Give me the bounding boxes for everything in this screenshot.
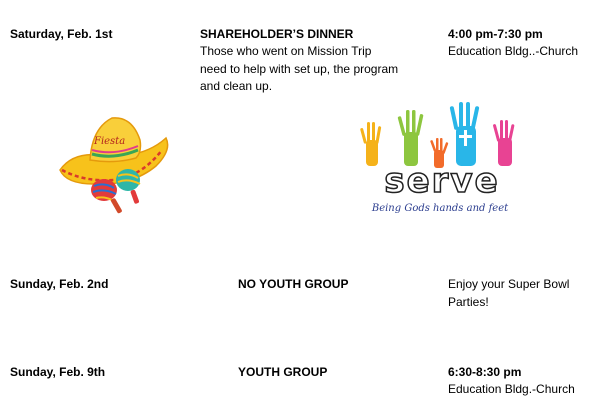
event-2-note-line-1: Enjoy your Super Bowl (448, 277, 570, 291)
event-2-note (448, 276, 569, 311)
event-1-location: Education Bldg..-Church (448, 44, 579, 58)
event-3-date: Sunday, Feb. 9th (10, 365, 106, 379)
event-3-location: Education Bldg.-Church (448, 382, 575, 396)
event-1-title: SHAREHOLDER’S DINNER (200, 27, 354, 41)
event-3-time: 6:30-8:30 pm (448, 365, 522, 379)
event-2-date: Sunday, Feb. 2nd (10, 277, 109, 291)
hand-blue-cross-icon (450, 102, 480, 166)
event-2-title: NO YOUTH GROUP (238, 277, 349, 291)
event-1-description-line-1: Those who went on Mission Trip (200, 44, 372, 58)
hand-green-icon (397, 110, 423, 166)
hand-pink-icon (493, 120, 515, 166)
fiesta-text: Fiesta (94, 136, 126, 147)
fiesta-sombrero-maracas-image (54, 110, 174, 220)
event-1-description-line-2: need to help with set up, the program (200, 61, 399, 76)
event-1-date: Saturday, Feb. 1st (10, 27, 113, 41)
event-1-description-line-3: and clean up. (200, 79, 273, 93)
event-2-note-line-2: Parties! (448, 294, 489, 309)
serve-tagline: Being Gods hands and feet (371, 203, 509, 214)
serve-word: serve (384, 161, 500, 201)
hand-yellow-icon (360, 122, 381, 166)
event-3-title: YOUTH GROUP (238, 365, 328, 379)
event-1-time: 4:00 pm-7:30 pm (448, 27, 543, 41)
serve-logo-image (352, 100, 532, 218)
event-1-description (200, 43, 398, 96)
